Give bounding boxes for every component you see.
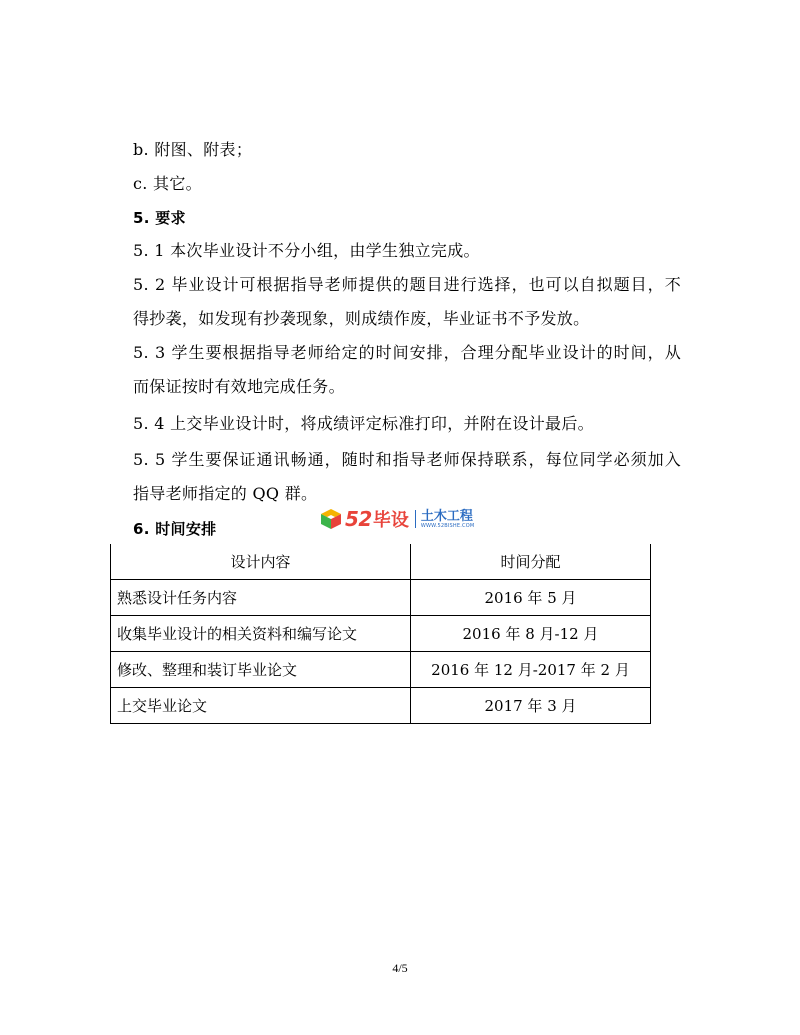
table-row [111,616,651,652]
logo-right-block [421,510,475,529]
table-cell-content: 修改、整理和装订毕业论文 [111,652,411,688]
requirement-5-2-line2: 得抄袭，如发现有抄袭现象，则成绩作废，毕业证书不予发放。 [133,309,590,328]
table-header-time: 时间分配 [411,544,651,580]
table-cell-content: 上交毕业论文 [111,688,411,724]
requirement-5-5-line1: 5. 5 学生要保证通讯畅通，随时和指导老师保持联系，每位同学必须加入 [133,450,681,469]
logo-cube-icon [320,508,342,530]
requirement-5-5-line2: 指导老师指定的 QQ 群。 [133,484,318,503]
table-cell-content: 熟悉设计任务内容 [111,580,411,616]
requirement-5-2-line1: 5. 2 毕业设计可根据指导老师提供的题目进行选择，也可以自拟题目，不 [133,275,681,294]
requirement-5-4: 5. 4 上交毕业设计时，将成绩评定标准打印，并附在设计最后。 [133,414,594,433]
table-cell-time: 2016 年 12 月-2017 年 2 月 [411,652,651,688]
table-row [111,580,651,616]
schedule-table [110,544,651,724]
requirement-5-3-line1: 5. 3 学生要根据指导老师给定的时间安排，合理分配毕业设计的时间，从 [133,343,681,362]
table-cell-time: 2017 年 3 月 [411,688,651,724]
table-cell-time: 2016 年 8 月-12 月 [411,616,651,652]
table-row [111,652,651,688]
requirement-5-1: 5. 1 本次毕业设计不分小组，由学生独立完成。 [133,241,480,260]
logo-separator [415,510,416,528]
table-row [111,688,651,724]
table-cell-time: 2016 年 5 月 [411,580,651,616]
requirement-5-3-line2: 而保证按时有效地完成任务。 [133,377,345,396]
attachment-item-b: b. 附图、附表； [133,140,253,159]
section-heading-requirements: 5. 要求 [133,209,186,227]
logo-url: WWW.52BISHE.COM [420,522,475,529]
logo-number: 52 [345,507,372,531]
site-logo [320,506,474,532]
table-cell-content: 收集毕业设计的相关资料和编写论文 [111,616,411,652]
logo-subtitle: 土木工程 [420,508,473,524]
logo-text: 毕设 [372,510,409,531]
table-header-content: 设计内容 [111,544,411,580]
attachment-item-c: c. 其它。 [133,174,202,193]
section-heading-schedule: 6. 时间安排 [133,520,217,538]
page-number: 4/5 [392,961,408,975]
table-header-row [111,544,651,580]
